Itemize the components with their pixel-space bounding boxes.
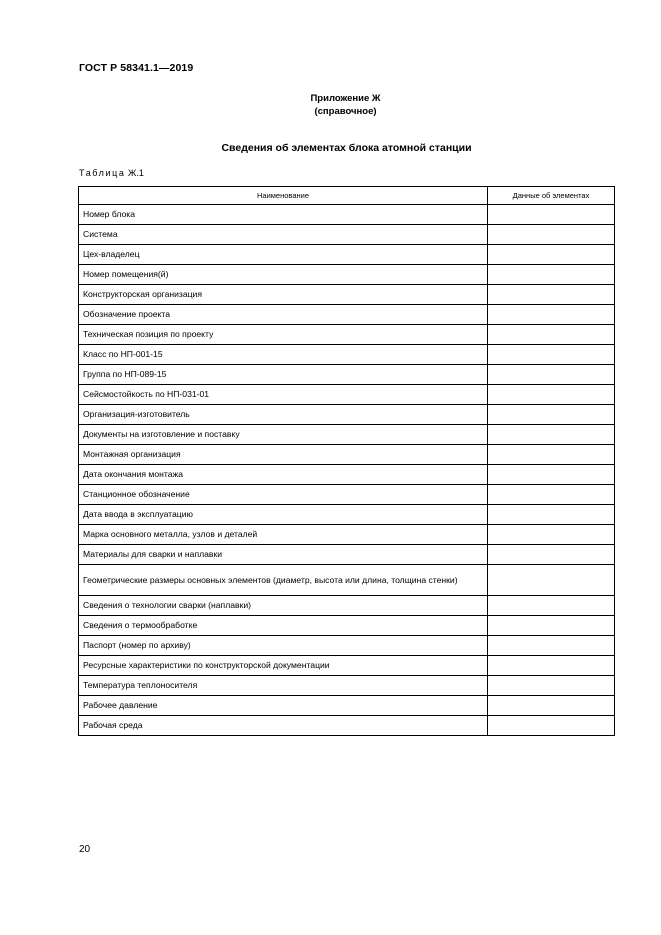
row-value xyxy=(488,325,615,345)
row-name: Номер помещения(й) xyxy=(79,265,488,285)
row-name: Рабочая среда xyxy=(79,716,488,736)
row-name: Группа по НП-089-15 xyxy=(79,365,488,385)
row-value xyxy=(488,205,615,225)
row-value xyxy=(488,305,615,325)
row-value xyxy=(488,505,615,525)
table-label-prefix: Таблица xyxy=(79,168,126,178)
row-name: Обозначение проекта xyxy=(79,305,488,325)
table-row xyxy=(79,656,615,676)
table-row xyxy=(79,245,615,265)
row-name: Цех-владелец xyxy=(79,245,488,265)
row-name: Сведения о технологии сварки (наплавки) xyxy=(79,596,488,616)
row-value xyxy=(488,676,615,696)
page-number: 20 xyxy=(79,844,91,855)
row-value xyxy=(488,616,615,636)
row-name: Геометрические размеры основных элементов (диаметр, высота или длина, толщина стенки) xyxy=(79,565,488,596)
table-row xyxy=(79,696,615,716)
table-row xyxy=(79,505,615,525)
table-row xyxy=(79,465,615,485)
table-row xyxy=(79,596,615,616)
table-row xyxy=(79,616,615,636)
row-name: Паспорт (номер по архиву) xyxy=(79,636,488,656)
table-body xyxy=(79,205,615,736)
row-value xyxy=(488,565,615,596)
table-row xyxy=(79,405,615,425)
row-value xyxy=(488,425,615,445)
document-code: ГОСТ Р 58341.1—2019 xyxy=(79,62,194,74)
row-value xyxy=(488,445,615,465)
row-value xyxy=(488,285,615,305)
row-value xyxy=(488,485,615,505)
table-row xyxy=(79,485,615,505)
table-row xyxy=(79,525,615,545)
table-row xyxy=(79,676,615,696)
table-row xyxy=(79,345,615,365)
row-name: Техническая позиция по проекту xyxy=(79,325,488,345)
table-row xyxy=(79,445,615,465)
table-row xyxy=(79,285,615,305)
table-row xyxy=(79,385,615,405)
row-value xyxy=(488,465,615,485)
row-name: Класс по НП-001-15 xyxy=(79,345,488,365)
row-name: Ресурсные характеристики по конструкторской документации xyxy=(79,656,488,676)
row-value xyxy=(488,596,615,616)
row-value xyxy=(488,245,615,265)
row-value xyxy=(488,385,615,405)
row-name: Монтажная организация xyxy=(79,445,488,465)
table-row xyxy=(79,636,615,656)
row-value xyxy=(488,636,615,656)
table-row xyxy=(79,565,615,596)
row-name: Система xyxy=(79,225,488,245)
table-row xyxy=(79,325,615,345)
table-header-row xyxy=(79,187,615,205)
table-row xyxy=(79,425,615,445)
row-value xyxy=(488,265,615,285)
header-name: Наименование xyxy=(79,187,488,205)
row-name: Станционное обозначение xyxy=(79,485,488,505)
table-row xyxy=(79,716,615,736)
row-value xyxy=(488,656,615,676)
row-name: Температура теплоносителя xyxy=(79,676,488,696)
row-name: Материалы для сварки и наплавки xyxy=(79,545,488,565)
appendix-title: Приложение Ж xyxy=(310,93,381,104)
table-row xyxy=(79,205,615,225)
row-value xyxy=(488,365,615,385)
row-value xyxy=(488,545,615,565)
row-name: Сейсмостойкость по НП-031-01 xyxy=(79,385,488,405)
table-row xyxy=(79,365,615,385)
appendix-heading xyxy=(0,92,661,118)
row-name: Конструкторская организация xyxy=(79,285,488,305)
row-value xyxy=(488,345,615,365)
row-value xyxy=(488,225,615,245)
row-name: Документы на изготовление и поставку xyxy=(79,425,488,445)
row-value xyxy=(488,696,615,716)
table-row xyxy=(79,265,615,285)
table-label xyxy=(79,168,144,178)
elements-table xyxy=(78,186,615,736)
row-name: Организация-изготовитель xyxy=(79,405,488,425)
table-label-number: Ж.1 xyxy=(128,168,144,178)
table-row xyxy=(79,305,615,325)
row-name: Дата окончания монтажа xyxy=(79,465,488,485)
header-data: Данные об элементах xyxy=(488,187,615,205)
row-value xyxy=(488,405,615,425)
appendix-subtitle: (справочное) xyxy=(314,106,377,117)
row-name: Рабочее давление xyxy=(79,696,488,716)
row-name: Марка основного металла, узлов и деталей xyxy=(79,525,488,545)
table-row xyxy=(79,225,615,245)
row-value xyxy=(488,716,615,736)
row-name: Дата ввода в эксплуатацию xyxy=(79,505,488,525)
row-value xyxy=(488,525,615,545)
table-row xyxy=(79,545,615,565)
section-title: Сведения об элементах блока атомной станции xyxy=(221,142,472,154)
row-name: Номер блока xyxy=(79,205,488,225)
row-name: Сведения о термообработке xyxy=(79,616,488,636)
